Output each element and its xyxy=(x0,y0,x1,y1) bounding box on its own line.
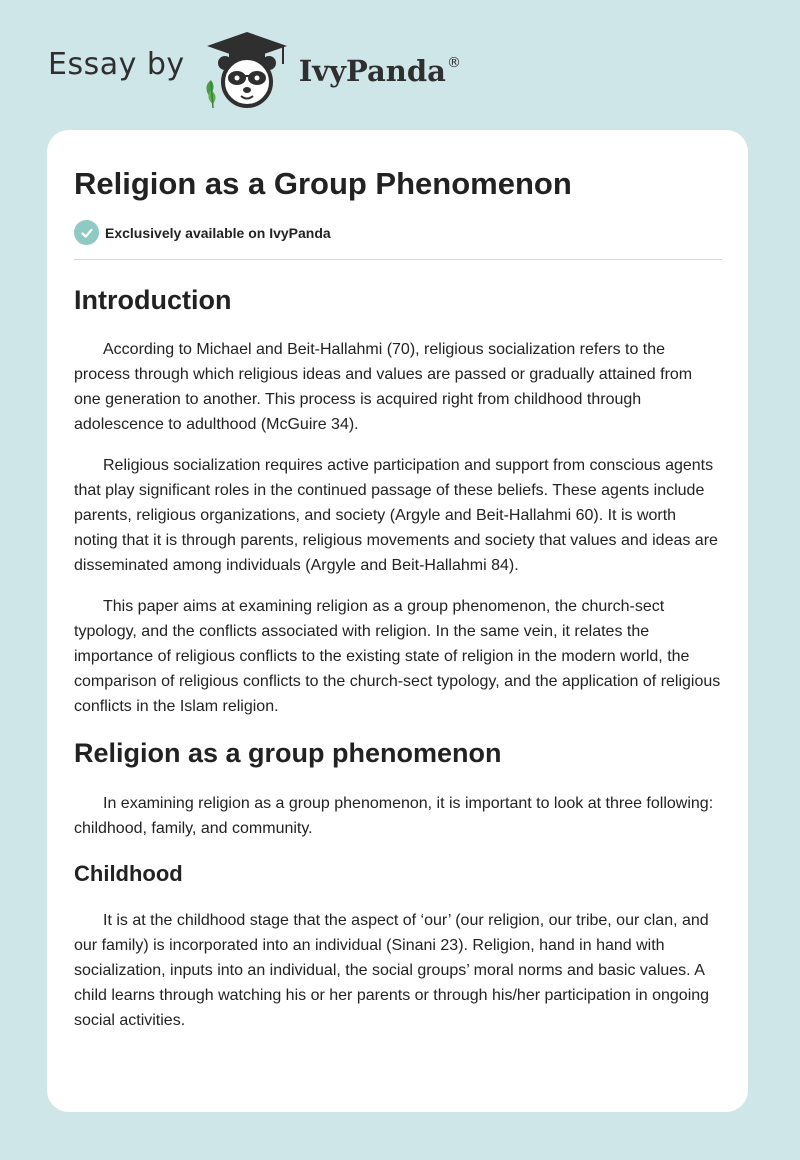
paragraph: Religious socialization requires active participation and support from conscious agents that play significant roles in the continued passage of these beliefs. These agents include parents, religious organizations, and society (Argyle and Beit-Hallahmi 60). It is worth noting that it is through parents, religious movements and society that values and ideas are disseminated among individuals (Argyle and Beit-Hallahmi 84). xyxy=(74,457,718,574)
paragraph: This paper aims at examining religion as a group phenomenon, the church-sect typology, and the conflicts associated with religion. In the same vein, it relates the importance of religious conflicts to the existing state of religion in the modern world, the comparison of religious conflicts to the church-sect typology, and the application of religious conflicts in the Islam religion. xyxy=(74,598,721,715)
page-title: Religion as a Group Phenomenon xyxy=(74,166,572,201)
registered-mark: ® xyxy=(446,55,461,71)
section-heading-childhood: Childhood xyxy=(74,861,183,886)
essay-by-label: Essay by xyxy=(48,46,185,82)
exclusive-badge xyxy=(74,220,722,245)
essay-card xyxy=(47,130,748,1112)
section-heading-group-phenomenon: Religion as a group phenomenon xyxy=(74,738,502,768)
paragraph: It is at the childhood stage that the aspect of ‘our’ (our religion, our tribe, our clan, and our family) is incorporated into an individual (Sinani 23). Religion, hand in hand with socialization, inputs into an individual, the social groups’ moral norms and basic values. A child learns through watching his or her parents or through his/her participation in ongoing social activities. xyxy=(74,912,710,1029)
panda-logo-icon[interactable] xyxy=(199,30,295,110)
paragraph: In examining religion as a group phenomenon, it is important to look at three following: childhood, family, and community. xyxy=(74,795,714,837)
paragraph: According to Michael and Beit-Hallahmi (70), religious socialization refers to the process through which religious ideas and values are passed or gradually attained from one generation to another. This process is acquired right from childhood through adolescence to adulthood (McGuire 34). xyxy=(74,341,693,433)
section-heading-introduction: Introduction xyxy=(74,285,232,315)
brand-name[interactable]: IvyPanda® xyxy=(298,54,461,88)
check-badge-icon xyxy=(74,220,99,245)
exclusive-label: Exclusively available on IvyPanda xyxy=(105,224,331,241)
title-divider xyxy=(74,259,722,260)
site-header xyxy=(48,30,748,110)
